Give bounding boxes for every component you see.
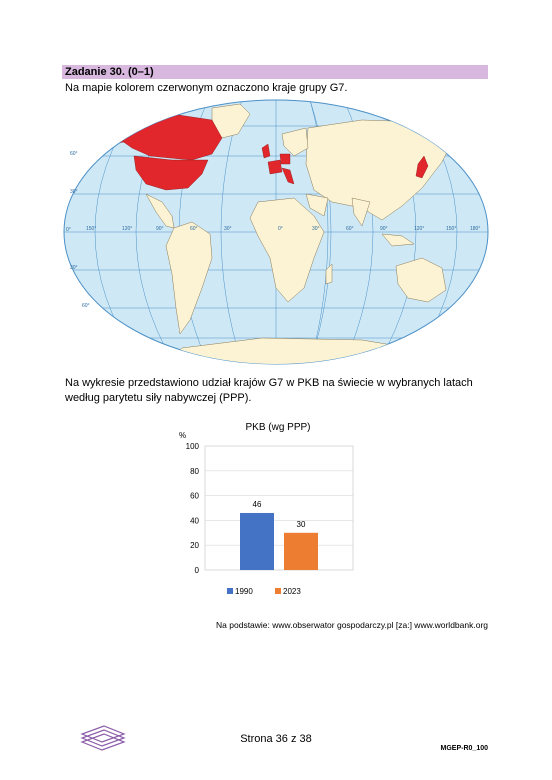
y-tick-label: 0 <box>194 566 199 575</box>
bar-value-label: 30 <box>296 519 306 529</box>
plot-area <box>205 446 353 570</box>
lon-label: 30° <box>312 226 320 232</box>
lon-label: 30° <box>224 226 232 232</box>
lat-label: 30° <box>70 265 78 271</box>
bar-value-label: 46 <box>252 499 262 509</box>
y-axis-label: % <box>179 431 187 440</box>
lon-label: 0° <box>278 226 283 232</box>
world-map <box>62 98 490 366</box>
lon-label: 90° <box>156 226 164 232</box>
legend-label: 2023 <box>283 587 301 596</box>
bar-2023 <box>284 533 318 570</box>
y-tick-label: 20 <box>190 541 199 551</box>
y-tick-label: 60 <box>190 491 199 501</box>
lon-label: 90° <box>380 226 388 232</box>
y-tick-label: 40 <box>190 516 199 526</box>
map-caption: Na mapie kolorem czerwonym oznaczono kraje grupy G7. <box>65 82 348 94</box>
lat-label: 0° <box>66 227 71 233</box>
lon-label: 120° <box>414 226 425 232</box>
france <box>268 160 282 174</box>
lon-label: 120° <box>122 226 133 232</box>
germany <box>280 154 290 164</box>
task-title: Zadanie 30. (0–1) <box>65 66 154 78</box>
lon-label: 150° <box>86 226 97 232</box>
bar-1990 <box>240 513 274 570</box>
y-tick-label: 80 <box>190 466 199 476</box>
lon-label: 60° <box>190 226 198 232</box>
legend-swatch <box>227 588 233 594</box>
alaska <box>104 124 124 144</box>
gdp-bar-chart <box>165 418 365 608</box>
chart-intro: Na wykresie przedstawiono udział krajów G7 w PKB na świecie w wybranych latach według parytetu siły nabywczej (PPP). <box>65 377 473 404</box>
document-code: MGEP-R0_100 <box>440 745 488 752</box>
lat-label: 30° <box>70 189 78 195</box>
page-number: Strona 36 z 38 <box>240 733 312 745</box>
lon-label: 150° <box>446 226 457 232</box>
lat-label: 60° <box>82 303 90 309</box>
lon-label: 180° <box>470 226 481 232</box>
lat-label: 60° <box>70 151 78 157</box>
chart-title: PKB (wg PPP) <box>245 422 311 433</box>
legend-label: 1990 <box>235 587 253 596</box>
source-note: Na podstawie: www.obserwator gospodarczy.pl [za:] www.worldbank.org <box>216 620 488 630</box>
lon-label: 60° <box>346 226 354 232</box>
y-tick-label: 100 <box>185 442 199 451</box>
legend-swatch <box>275 588 281 594</box>
